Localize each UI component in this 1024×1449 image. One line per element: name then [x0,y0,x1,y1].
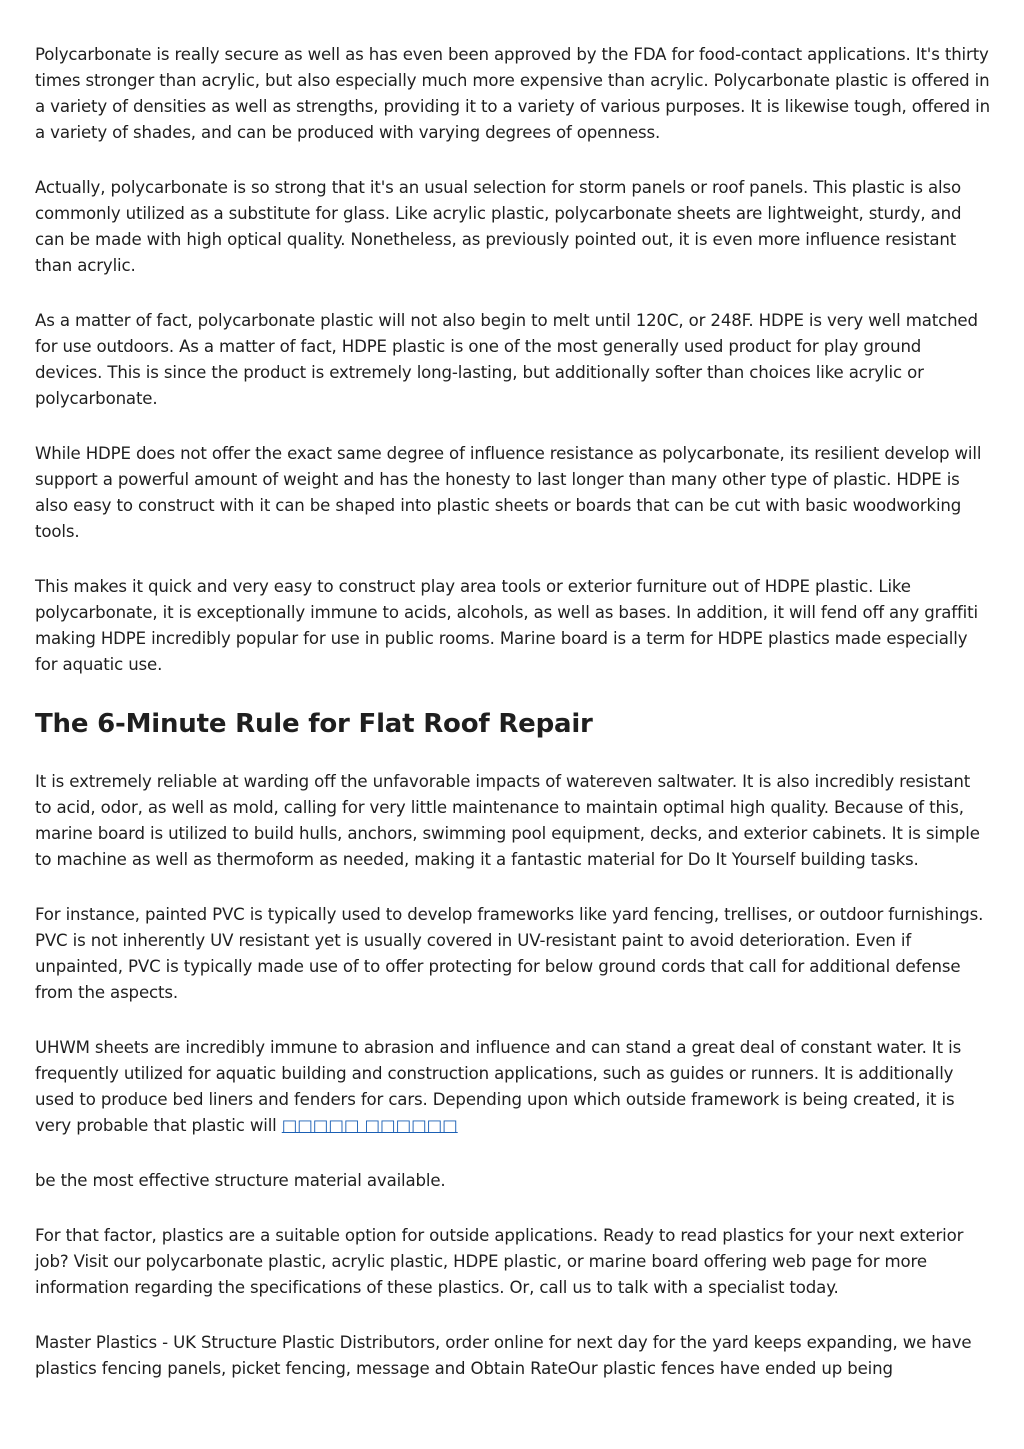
section-heading: The 6-Minute Rule for Flat Roof Repair [35,709,593,739]
paragraph-uhwm [35,1035,990,1139]
paragraph-pvc: For instance, painted PVC is typically used to develop frameworks like yard fencing, trellises, or outdoor furnishings. PVC is not inherently UV resistant yet is usually covered in UV-resistant paint to avoid deterioration. Even if unpainted, PVC is typically made use of to offer protecting for below ground cords that call for additional defense from the aspects. [35,905,984,1002]
paragraph-outdoor-applications: For that factor, plastics are a suitable option for outside applications. Ready to read plastics for your next exterior job? Visit our polycarbonate plastic, acrylic plastic, HDPE plastic, or marine board offering web page for more information regarding the specifications of these plastics. Or, call us to talk with a specialist today. [35,1226,964,1297]
paragraph-best-material: be the most effective structure material available. [35,1171,446,1190]
uhwm-text: UHWM sheets are incredibly immune to abrasion and influence and can stand a great deal of constant water. It is frequently utilized for aquatic building and construction applications, such as guides or runners. It is additionally used to produce bed liners and fenders for cars. Depending upon which outside framework is being created, it is very probable that plastic will [35,1038,962,1135]
inline-link[interactable]: □□□□□ □□□□□□ [281,1116,458,1135]
paragraph-master-plastics: Master Plastics - UK Structure Plastic Distributors, order online for next day for the yard keeps expanding, we have plastics fencing panels, picket fencing, message and Obtain RateOur plastic fences have ended up being [35,1333,972,1378]
paragraph-hdpe-playground: This makes it quick and very easy to construct play area tools or exterior furniture out of HDPE plastic. Like polycarbonate, it is exceptionally immune to acids, alcohols, as well as bases. In addition, it will fend off any graffiti making HDPE incredibly popular for use in public rooms. Marine board is a term for HDPE plastics made especially for aquatic use. [35,577,978,674]
paragraph-marine-board: It is extremely reliable at warding off the unfavorable impacts of watereven saltwater. It is also incredibly resistant to acid, odor, as well as mold, calling for very little maintenance to maintain optimal high quality. Because of this, marine board is utilized to build hulls, anchors, swimming pool equipment, decks, and exterior cabinets. It is simple to machine as well as thermoform as needed, making it a fantastic material for Do It Yourself building tasks. [35,772,980,869]
paragraph-polycarbonate-strength: Actually, polycarbonate is so strong that it's an usual selection for storm panels or roof panels. This plastic is also commonly utilized as a substitute for glass. Like acrylic plastic, polycarbonate sheets are lightweight, sturdy, and can be made with high optical quality. Nonetheless, as previously pointed out, it is even more influence resistant than acrylic. [35,178,962,275]
paragraph-hdpe-resistance: While HDPE does not offer the exact same degree of influence resistance as polycarbonate, its resilient develop will support a powerful amount of weight and has the honesty to last longer than many other type of plastic. HDPE is also easy to construct with it can be shaped into plastic sheets or boards that can be cut with basic woodworking tools. [35,444,982,541]
paragraph-polycarbonate-fda: Polycarbonate is really secure as well as has even been approved by the FDA for food-contact applications. It's thirty times stronger than acrylic, but also especially much more expensive than acrylic. Polycarbonate plastic is offered in a variety of densities as well as strengths, providing it to a variety of various purposes. It is likewise tough, offered in a variety of shades, and can be produced with varying degrees of openness. [35,45,990,142]
paragraph-melting-point-hdpe: As a matter of fact, polycarbonate plastic will not also begin to melt until 120C, or 248F. HDPE is very well matched for use outdoors. As a matter of fact, HDPE plastic is one of the most generally used product for play ground devices. This is since the product is extremely long-lasting, but additionally softer than choices like acrylic or polycarbonate. [35,311,978,408]
